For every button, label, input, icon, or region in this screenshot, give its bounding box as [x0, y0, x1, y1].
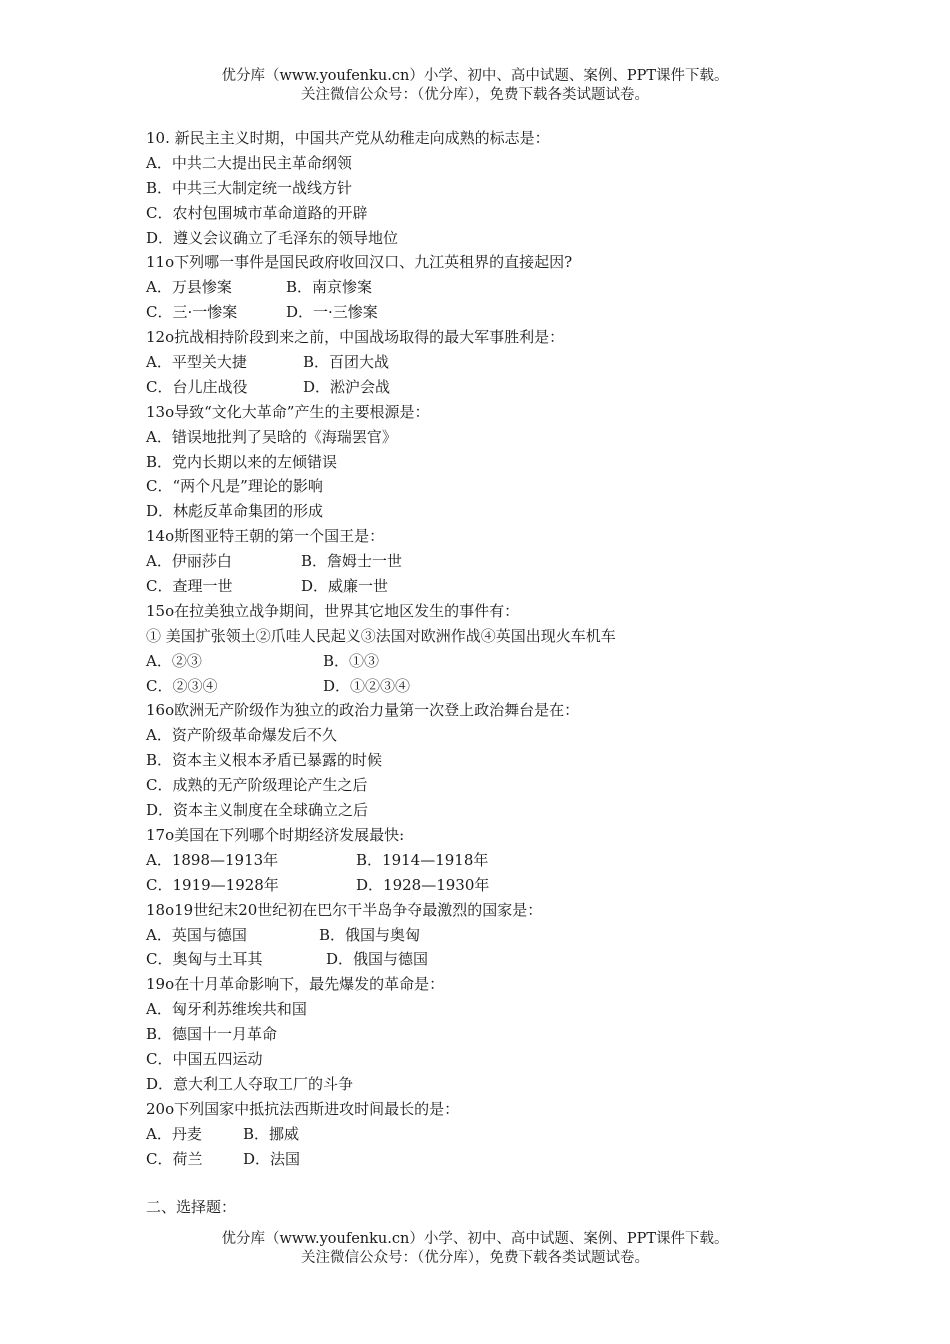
page-footer — [0, 1230, 950, 1268]
option: C．奥匈与土耳其 — [146, 950, 263, 969]
question-stem: 20o下列国家中抵抗法西斯进攻时间最长的是： — [146, 1099, 460, 1118]
option: A．资产阶级革命爆发后不久 — [146, 726, 337, 745]
option: D．资本主义制度在全球确立之后 — [146, 801, 369, 820]
option-row — [146, 997, 866, 1022]
option-row — [146, 923, 866, 948]
option: B．挪威 — [243, 1124, 300, 1143]
page-header — [0, 67, 950, 105]
option-row — [146, 450, 866, 475]
option-row — [146, 873, 866, 898]
option-row — [146, 1122, 866, 1147]
header-line-1: 优分库（www.youfenku.cn）小学、初中、高中试题、案例、PPT课件下载。 — [221, 68, 729, 84]
option: D．淞沪会战 — [303, 377, 391, 396]
option: A．②③ — [146, 651, 202, 670]
option: A．丹麦 — [146, 1124, 202, 1143]
option-row — [146, 201, 866, 226]
question-stem: 15o在拉美独立战争期间，世界其它地区发生的事件有： — [146, 601, 520, 620]
question-list — [146, 126, 866, 1171]
option-row — [146, 848, 866, 873]
question-stem: 12o抗战相持阶段到来之前，中国战场取得的最大军事胜利是： — [146, 328, 565, 347]
option-row — [146, 1147, 866, 1172]
option: C．荷兰 — [146, 1149, 203, 1168]
question-stem: 16o欧洲无产阶级作为独立的政治力量第一次登上政治舞台是在： — [146, 701, 580, 720]
option-row — [146, 549, 866, 574]
option-row — [146, 649, 866, 674]
option: A．1898—1913年 — [146, 850, 279, 869]
option: D．意大利工人夺取工厂的斗争 — [146, 1074, 354, 1093]
option: A．匈牙利苏维埃共和国 — [146, 1000, 307, 1019]
option: D．林彪反革命集团的形成 — [146, 502, 324, 521]
question-stem: 14o斯图亚特王朝的第一个国王是： — [146, 527, 385, 546]
option: B．①③ — [323, 651, 380, 670]
option-row — [146, 1022, 866, 1047]
footer-line-1: 优分库（www.youfenku.cn）小学、初中、高中试题、案例、PPT课件下载。 — [221, 1231, 729, 1247]
option-row — [146, 226, 866, 251]
option: C．②③④ — [146, 676, 218, 695]
question-sub-statement: ① 美国扩张领土②爪哇人民起义③法国对欧洲作战④英国出现火车机车 — [146, 626, 616, 645]
footer-line-2: 关注微信公众号：（优分库），免费下载各类试题试卷。 — [301, 1250, 649, 1266]
option: C．成熟的无产阶级理论产生之后 — [146, 776, 368, 795]
option: D．①②③④ — [323, 676, 411, 695]
option-row — [146, 499, 866, 524]
option-row — [146, 474, 866, 499]
question-stem: 13o导致“文化大革命”产生的主要根源是： — [146, 402, 430, 421]
option: A．平型关大捷 — [146, 353, 247, 372]
option: D．俄国与德国 — [326, 950, 429, 969]
option: C．台儿庄战役 — [146, 377, 248, 396]
option: A．错误地批判了吴晗的《海瑞罢官》 — [146, 427, 397, 446]
option: B．党内长期以来的左倾错误 — [146, 452, 338, 471]
option: C．农村包围城市革命道路的开辟 — [146, 203, 368, 222]
question-stem: 19o在十月革命影响下，最先爆发的革命是： — [146, 975, 445, 994]
option-row — [146, 1072, 866, 1097]
option: C．1919—1928年 — [146, 875, 279, 894]
question-stem: 11o下列哪一事件是国民政府收回汉口、九江英租界的直接起因? — [146, 253, 573, 272]
option: B．中共三大制定统一战线方针 — [146, 178, 353, 197]
option-row — [146, 350, 866, 375]
option: B．南京惨案 — [286, 278, 373, 297]
option-row — [146, 300, 866, 325]
option: D．一·三惨案 — [286, 303, 378, 322]
option-row — [146, 723, 866, 748]
option: A．万县惨案 — [146, 278, 232, 297]
option-row — [146, 375, 866, 400]
option: C．三·一惨案 — [146, 303, 238, 322]
option: A．英国与德国 — [146, 925, 247, 944]
option: B．1914—1918年 — [356, 850, 489, 869]
option: B．资本主义根本矛盾已暴露的时候 — [146, 751, 383, 770]
option-row — [146, 773, 866, 798]
option-row — [146, 425, 866, 450]
option: D．威廉一世 — [301, 577, 389, 596]
option-row — [146, 674, 866, 699]
option: B．詹姆士一世 — [301, 552, 403, 571]
option: C．中国五四运动 — [146, 1049, 263, 1068]
question-stem: 18o19世纪末20世纪初在巴尔干半岛争夺最激烈的国家是： — [146, 900, 543, 919]
option-row — [146, 275, 866, 300]
option-row — [146, 176, 866, 201]
option-row — [146, 947, 866, 972]
option: D．1928—1930年 — [356, 875, 490, 894]
option-row — [146, 1047, 866, 1072]
option-row — [146, 798, 866, 823]
option: C．“两个凡是”理论的影响 — [146, 477, 323, 496]
question-stem: 10. 新民主主义时期，中国共产党从幼稚走向成熟的标志是： — [146, 129, 550, 147]
header-line-2: 关注微信公众号：（优分库），免费下载各类试题试卷。 — [301, 87, 649, 103]
option: B．百团大战 — [303, 353, 390, 372]
option: B．俄国与奥匈 — [319, 925, 421, 944]
option: A．伊丽莎白 — [146, 552, 232, 571]
option: C．查理一世 — [146, 577, 233, 596]
option-row — [146, 151, 866, 176]
option: B．德国十一月革命 — [146, 1025, 278, 1044]
option: A．中共二大提出民主革命纲领 — [146, 153, 352, 172]
section-heading: 二、选择题： — [146, 1198, 237, 1216]
option-row — [146, 574, 866, 599]
question-stem: 17o美国在下列哪个时期经济发展最快: — [146, 825, 405, 844]
option: D．遵义会议确立了毛泽东的领导地位 — [146, 228, 399, 247]
option-row — [146, 748, 866, 773]
option: D．法国 — [243, 1149, 301, 1168]
